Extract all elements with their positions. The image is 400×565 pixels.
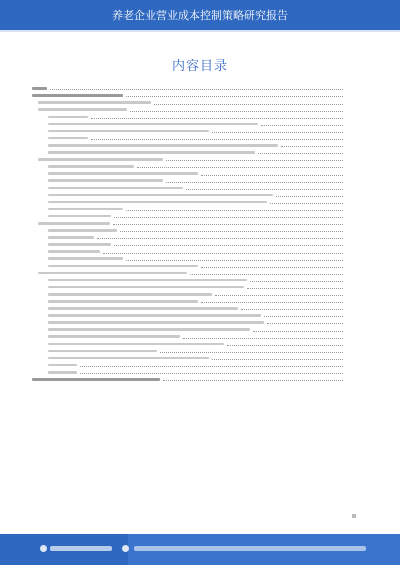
toc-entry[interactable] bbox=[32, 370, 352, 377]
toc-entry[interactable] bbox=[32, 292, 352, 299]
toc-entry[interactable] bbox=[32, 107, 352, 114]
footer-dot-icon bbox=[40, 545, 47, 552]
header-divider bbox=[0, 30, 400, 32]
toc-dot-leader bbox=[80, 373, 343, 374]
toc-entry[interactable] bbox=[32, 256, 352, 263]
toc-entry-title bbox=[38, 108, 127, 111]
toc-entry-title bbox=[48, 123, 258, 126]
toc-entry[interactable] bbox=[32, 171, 352, 178]
toc-dot-leader bbox=[130, 111, 343, 112]
toc-dot-leader bbox=[160, 352, 343, 353]
toc-entry[interactable] bbox=[32, 228, 352, 235]
toc-dot-leader bbox=[201, 175, 343, 176]
toc-dot-leader bbox=[126, 96, 343, 97]
toc-dot-leader bbox=[270, 203, 343, 204]
toc-dot-leader bbox=[267, 323, 343, 324]
toc-entry[interactable] bbox=[32, 178, 352, 185]
toc-dot-leader bbox=[50, 89, 343, 90]
toc-entry-title bbox=[48, 151, 255, 154]
toc-entry[interactable] bbox=[32, 207, 352, 214]
toc-dot-leader bbox=[114, 245, 343, 246]
toc-entry-title bbox=[48, 300, 198, 303]
toc-entry-title bbox=[48, 257, 123, 260]
toc-dot-leader bbox=[250, 281, 343, 282]
toc-entry-title bbox=[48, 165, 134, 168]
toc-entry-title bbox=[32, 94, 123, 97]
toc-entry[interactable] bbox=[32, 164, 352, 171]
toc-entry-title bbox=[38, 158, 163, 161]
toc-dot-leader bbox=[201, 267, 343, 268]
toc-dot-leader bbox=[190, 274, 343, 275]
toc-dot-leader bbox=[166, 160, 343, 161]
toc-dot-leader bbox=[126, 210, 343, 211]
toc-dot-leader bbox=[166, 182, 343, 183]
toc-entry[interactable] bbox=[32, 306, 352, 313]
toc-entry[interactable] bbox=[32, 157, 352, 164]
toc-entry[interactable] bbox=[32, 249, 352, 256]
report-header-bar bbox=[0, 0, 400, 30]
toc-entry-title bbox=[48, 357, 209, 360]
toc-dot-leader bbox=[253, 331, 343, 332]
toc-dot-leader bbox=[120, 231, 343, 232]
toc-entry-title bbox=[48, 201, 267, 204]
toc-dot-leader bbox=[97, 238, 343, 239]
toc-entry-title bbox=[48, 130, 209, 133]
toc-entry-title bbox=[48, 236, 94, 239]
toc-entry-title bbox=[48, 364, 77, 367]
toc-dot-leader bbox=[227, 345, 343, 346]
page-number-mark bbox=[352, 514, 356, 518]
toc-entry-title bbox=[38, 101, 151, 104]
toc-entry[interactable] bbox=[32, 150, 352, 157]
toc-dot-leader bbox=[126, 260, 343, 261]
toc-entry-title bbox=[48, 286, 244, 289]
footer-dot-icon bbox=[122, 545, 129, 552]
toc-entry-title bbox=[32, 87, 47, 90]
toc-entry[interactable] bbox=[32, 129, 352, 136]
toc-entry-title bbox=[48, 137, 88, 140]
toc-entry-title bbox=[48, 265, 198, 268]
toc-entry[interactable] bbox=[32, 341, 352, 348]
toc-dot-leader bbox=[137, 167, 343, 168]
toc-dot-leader bbox=[103, 253, 343, 254]
toc-entry[interactable] bbox=[32, 214, 352, 221]
toc-entry-title bbox=[48, 229, 117, 232]
toc-entry-title bbox=[48, 187, 183, 190]
report-title: 养老企业营业成本控制策略研究报告 bbox=[112, 9, 288, 22]
toc-entry-title bbox=[32, 378, 160, 381]
toc-dot-leader bbox=[212, 132, 343, 133]
toc-entry-title bbox=[48, 279, 247, 282]
toc-dot-leader bbox=[91, 139, 343, 140]
toc-dot-leader bbox=[212, 359, 343, 360]
toc-entry-title bbox=[48, 371, 77, 374]
toc-dot-leader bbox=[114, 217, 343, 218]
toc-entry-title bbox=[48, 208, 123, 211]
toc-entry[interactable] bbox=[32, 114, 352, 121]
toc-entry[interactable] bbox=[32, 86, 352, 93]
toc-entry[interactable] bbox=[32, 285, 352, 292]
toc-entry[interactable] bbox=[32, 100, 352, 107]
toc-entry[interactable] bbox=[32, 121, 352, 128]
toc-dot-leader bbox=[163, 380, 343, 381]
toc-dot-leader bbox=[276, 196, 343, 197]
toc-entry[interactable] bbox=[32, 235, 352, 242]
toc-dot-leader bbox=[258, 153, 343, 154]
toc-entry[interactable] bbox=[32, 320, 352, 327]
toc-dot-leader bbox=[154, 104, 343, 105]
table-of-contents bbox=[32, 86, 352, 384]
toc-dot-leader bbox=[91, 118, 343, 119]
toc-entry[interactable] bbox=[32, 270, 352, 277]
toc-dot-leader bbox=[281, 146, 343, 147]
footer-right-text-placeholder bbox=[134, 546, 366, 551]
toc-dot-leader bbox=[183, 338, 343, 339]
toc-entry[interactable] bbox=[32, 377, 352, 384]
toc-entry-title bbox=[48, 328, 250, 331]
toc-entry-title bbox=[48, 307, 238, 310]
toc-entry[interactable] bbox=[32, 263, 352, 270]
toc-entry-title bbox=[48, 250, 100, 253]
footer-left-text-placeholder bbox=[50, 546, 112, 551]
toc-entry[interactable] bbox=[32, 242, 352, 249]
toc-entry[interactable] bbox=[32, 93, 352, 100]
toc-dot-leader bbox=[247, 288, 343, 289]
toc-entry-title bbox=[48, 314, 261, 317]
toc-entry[interactable] bbox=[32, 221, 352, 228]
toc-entry-title bbox=[48, 293, 212, 296]
toc-entry[interactable] bbox=[32, 356, 352, 363]
toc-dot-leader bbox=[261, 125, 343, 126]
toc-entry-title bbox=[48, 172, 198, 175]
page-title: 内容目录 bbox=[171, 59, 228, 74]
toc-entry-title bbox=[48, 343, 224, 346]
toc-entry-title bbox=[48, 321, 264, 324]
toc-entry[interactable] bbox=[32, 200, 352, 207]
toc-entry[interactable] bbox=[32, 363, 352, 370]
toc-entry[interactable] bbox=[32, 327, 352, 334]
toc-entry-title bbox=[48, 179, 163, 182]
toc-entry-title bbox=[38, 222, 110, 225]
toc-entry-title bbox=[48, 144, 278, 147]
toc-entry[interactable] bbox=[32, 192, 352, 199]
toc-entry-title bbox=[38, 272, 187, 275]
toc-entry-title bbox=[48, 243, 111, 246]
toc-entry[interactable] bbox=[32, 348, 352, 355]
toc-dot-leader bbox=[201, 302, 343, 303]
toc-entry[interactable] bbox=[32, 313, 352, 320]
toc-entry[interactable] bbox=[32, 334, 352, 341]
toc-entry-title bbox=[48, 116, 88, 119]
toc-dot-leader bbox=[215, 295, 343, 296]
toc-entry[interactable] bbox=[32, 278, 352, 285]
toc-entry-title bbox=[48, 335, 180, 338]
toc-entry-title bbox=[48, 215, 111, 218]
toc-dot-leader bbox=[113, 224, 343, 225]
toc-entry-title bbox=[48, 194, 273, 197]
toc-dot-leader bbox=[80, 366, 343, 367]
toc-entry[interactable] bbox=[32, 136, 352, 143]
toc-entry[interactable] bbox=[32, 299, 352, 306]
toc-entry[interactable] bbox=[32, 185, 352, 192]
toc-dot-leader bbox=[241, 309, 343, 310]
toc-dot-leader bbox=[186, 189, 343, 190]
toc-dot-leader bbox=[264, 316, 343, 317]
toc-entry[interactable] bbox=[32, 143, 352, 150]
toc-entry-title bbox=[48, 350, 157, 353]
